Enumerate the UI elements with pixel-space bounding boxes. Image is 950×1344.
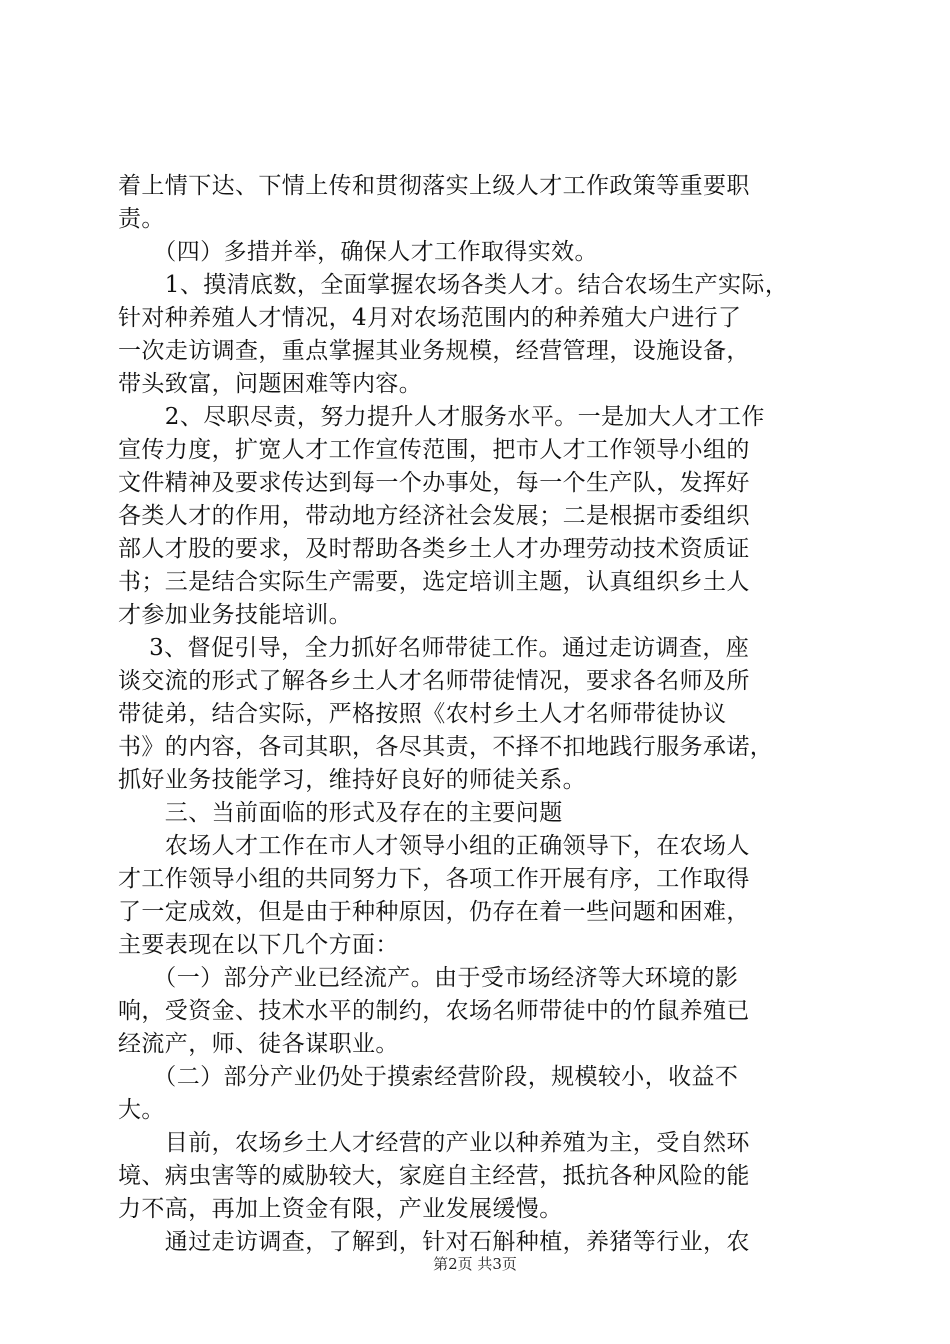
text-line: 针对种养殖人才情况，4月对农场范围内的种养殖大户进行了 <box>118 305 742 331</box>
text-line: 抓好业务技能学习，维持好良好的师徒关系。 <box>118 767 586 793</box>
text-line: 书》的内容，各司其职，各尽其责，不择不扣地践行服务承诺， <box>118 734 774 760</box>
text-line: 文件精神及要求传达到每一个办事处，每一个生产队，发挥好 <box>118 470 750 496</box>
text-line: 谈交流的形式了解各乡土人才名师带徒情况，要求各名师及所 <box>118 668 750 694</box>
text-line: 3、督促引导，全力抓好名师带徒工作。通过走访调查，座 <box>118 635 750 661</box>
text-line: 1、摸清底数，全面掌握农场各类人才。结合农场生产实际， <box>118 272 789 298</box>
text-line: 部人才股的要求，及时帮助各类乡土人才办理劳动技术资质证 <box>118 536 750 562</box>
text-line: 境、病虫害等的威胁较大，家庭自主经营，抵抗各种风险的能 <box>118 1163 750 1189</box>
text-line: 才工作领导小组的共同努力下，各项工作开展有序，工作取得 <box>118 866 750 892</box>
page-footer: 第2页 共3页 <box>433 1255 517 1273</box>
body-text <box>118 170 840 1259</box>
text-line: 2、尽职尽责，努力提升人才服务水平。一是加大人才工作 <box>118 404 765 430</box>
text-line: 带头致富，问题困难等内容。 <box>118 371 423 397</box>
text-line: 一次走访调查，重点掌握其业务规模，经营管理，设施设备， <box>118 338 750 364</box>
text-line: 了一定成效，但是由于种种原因，仍存在着一些问题和困难， <box>118 899 750 925</box>
text-line: 三、当前面临的形式及存在的主要问题 <box>118 800 563 826</box>
text-line: （四）多措并举，确保人才工作取得实效。 <box>118 239 598 265</box>
text-line: 才参加业务技能培训。 <box>118 602 352 628</box>
text-line: 责。 <box>118 206 165 232</box>
text-line: 带徒弟，结合实际，严格按照《农村乡土人才名师带徒协议 <box>118 701 727 727</box>
text-line: 书；三是结合实际生产需要，选定培训主题，认真组织乡土人 <box>118 569 750 595</box>
text-line: 着上情下达、下情上传和贯彻落实上级人才工作政策等重要职 <box>118 173 750 199</box>
text-line: 宣传力度，扩宽人才工作宣传范围，把市人才工作领导小组的 <box>118 437 750 463</box>
text-line: （二）部分产业仍处于摸索经营阶段，规模较小，收益不 <box>118 1064 739 1090</box>
text-line: 力不高，再加上资金有限，产业发展缓慢。 <box>118 1196 563 1222</box>
text-line: 通过走访调查，了解到，针对石斛种植，养猪等行业，农 <box>118 1229 750 1255</box>
text-line: 经流产，师、徒各谋职业。 <box>118 1031 399 1057</box>
text-line: 主要表现在以下几个方面： <box>118 932 399 958</box>
text-line: 各类人才的作用，带动地方经济社会发展；二是根据市委组织 <box>118 503 750 529</box>
text-line: 大。 <box>118 1097 165 1123</box>
text-line: 农场人才工作在市人才领导小组的正确领导下，在农场人 <box>118 833 750 859</box>
text-line: （一）部分产业已经流产。由于受市场经济等大环境的影 <box>118 965 739 991</box>
text-line: 目前，农场乡土人才经营的产业以种养殖为主，受自然环 <box>118 1130 750 1156</box>
text-line: 响，受资金、技术水平的制约，农场名师带徒中的竹鼠养殖已 <box>118 998 750 1024</box>
